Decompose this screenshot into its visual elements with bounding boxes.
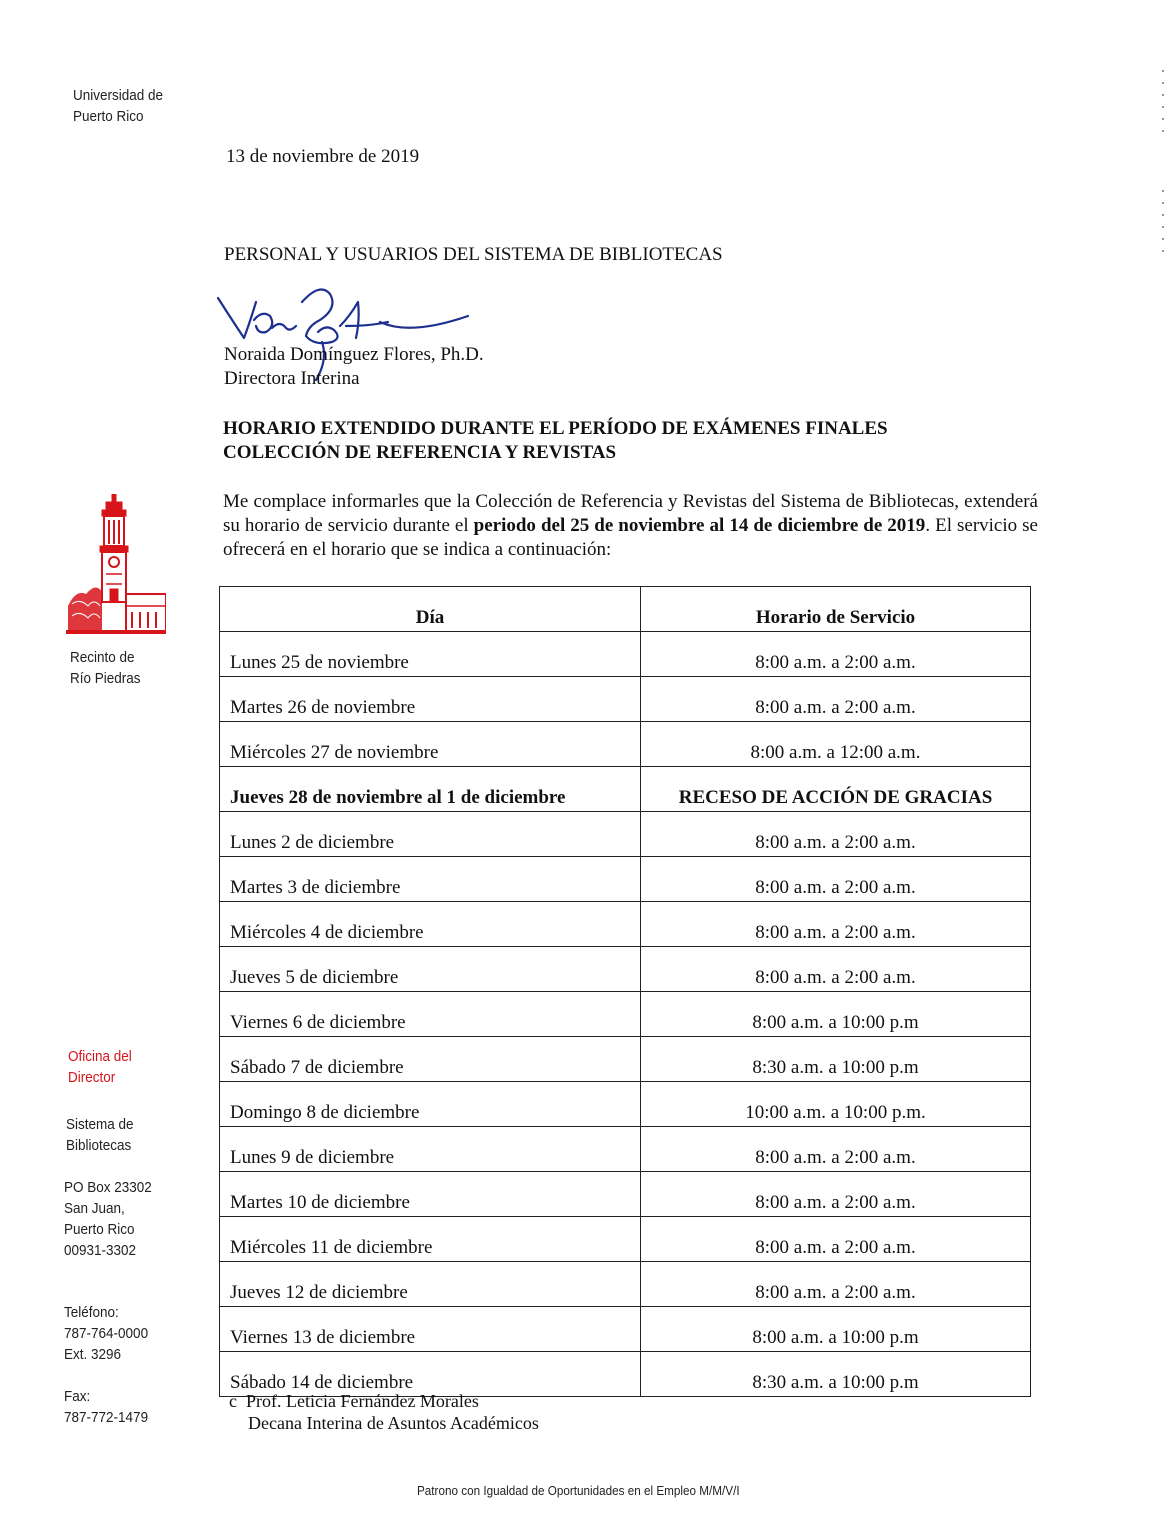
letter-date: 13 de noviembre de 2019 [226,146,420,167]
cc-block: c Prof. Leticia Fernández Morales [229,1391,479,1411]
signer-name: Noraida Domínguez Flores, Ph.D. [224,344,484,365]
row-day: Sábado 7 de diciembre [220,1037,641,1082]
row-day: Sábado 14 de diciembre [220,1352,641,1397]
row-day: Lunes 9 de diciembre [220,1127,641,1172]
table-row [220,1037,1031,1082]
table-row [220,1172,1031,1217]
table-header-row [220,587,1031,632]
row-day: Jueves 28 de noviembre al 1 de diciembre [220,767,641,812]
row-hours: 8:00 a.m. a 2:00 a.m. [641,857,1031,902]
table-row [220,1262,1031,1307]
table-row [220,1127,1031,1172]
cc-title: Decana Interina de Asuntos Académicos [248,1413,539,1433]
row-day: Martes 10 de diciembre [220,1172,641,1217]
fax-block: Fax: 787-772-1479 [64,1388,149,1426]
row-day: Viernes 6 de diciembre [220,992,641,1037]
column-header-day: Día [220,587,641,632]
table-row [220,947,1031,992]
row-hours: 8:00 a.m. a 10:00 p.m [641,992,1031,1037]
signer-title: Directora Interina [224,368,360,389]
table-row [220,1307,1031,1352]
table-row [220,1217,1031,1262]
row-hours: 8:00 a.m. a 2:00 a.m. [641,677,1031,722]
row-day: Lunes 25 de noviembre [220,632,641,677]
scan-edge-marks-lower [1162,180,1165,262]
row-hours: 10:00 a.m. a 10:00 p.m. [641,1082,1031,1127]
row-day: Viernes 13 de diciembre [220,1307,641,1352]
row-day: Martes 26 de noviembre [220,677,641,722]
table-row [220,677,1031,722]
row-day: Lunes 2 de diciembre [220,812,641,857]
phone-block: Teléfono: 787-764-0000 Ext. 3296 [64,1304,149,1363]
row-hours: 8:00 a.m. a 10:00 p.m [641,1307,1031,1352]
mailing-address: PO Box 23302 San Juan, Puerto Rico 00931-3302 [64,1179,152,1259]
row-hours: 8:00 a.m. a 2:00 a.m. [641,632,1031,677]
row-day: Jueves 5 de diciembre [220,947,641,992]
table-row [220,812,1031,857]
row-day: Miércoles 11 de diciembre [220,1217,641,1262]
row-hours: 8:30 a.m. a 10:00 p.m [641,1037,1031,1082]
row-hours: 8:30 a.m. a 10:00 p.m [641,1352,1031,1397]
table-row [220,857,1031,902]
campus-name: Recinto de Río Piedras [70,649,141,687]
row-hours: 8:00 a.m. a 12:00 a.m. [641,722,1031,767]
table-row [220,767,1031,812]
body-paragraph: Me complace informarles que la Colección de Referencia y Revistas del Sistema de Bibliotecas, extenderá su horario de servicio durante el periodo del 25 de noviembre al 14 de diciembre de 2019. El servicio se ofrecerá en el horario que se indica a continuación: [223,491,1038,560]
row-day: Jueves 12 de diciembre [220,1262,641,1307]
schedule-body [220,632,1031,1397]
schedule-table [219,586,1031,1397]
table-row [220,722,1031,767]
table-row [220,902,1031,947]
equal-opportunity-footer: Patrono con Igualdad de Oportunidades en el Empleo M/M/V/I [417,1483,740,1498]
university-tower-logo [66,494,166,634]
office-name: Oficina del Director [68,1048,132,1086]
row-hours: 8:00 a.m. a 2:00 a.m. [641,1262,1031,1307]
table-row [220,1082,1031,1127]
column-header-hours: Horario de Servicio [641,587,1031,632]
system-name: Sistema de Bibliotecas [66,1116,134,1154]
subject-line-2: COLECCIÓN DE REFERENCIA Y REVISTAS [223,442,617,463]
letter-recipient: PERSONAL Y USUARIOS DEL SISTEMA DE BIBLIOTECAS [224,244,723,265]
table-row [220,992,1031,1037]
scan-edge-marks [1162,60,1165,142]
university-name: Universidad de Puerto Rico [73,87,164,125]
row-day: Miércoles 27 de noviembre [220,722,641,767]
row-day: Martes 3 de diciembre [220,857,641,902]
row-hours: 8:00 a.m. a 2:00 a.m. [641,1127,1031,1172]
subject-line-1: HORARIO EXTENDIDO DURANTE EL PERÍODO DE EXÁMENES FINALES [223,418,888,439]
row-day: Domingo 8 de diciembre [220,1082,641,1127]
row-hours: 8:00 a.m. a 2:00 a.m. [641,1172,1031,1217]
row-hours: 8:00 a.m. a 2:00 a.m. [641,947,1031,992]
row-day: Miércoles 4 de diciembre [220,902,641,947]
row-hours: 8:00 a.m. a 2:00 a.m. [641,812,1031,857]
table-row [220,632,1031,677]
row-hours: 8:00 a.m. a 2:00 a.m. [641,902,1031,947]
row-hours: RECESO DE ACCIÓN DE GRACIAS [641,767,1031,812]
row-hours: 8:00 a.m. a 2:00 a.m. [641,1217,1031,1262]
